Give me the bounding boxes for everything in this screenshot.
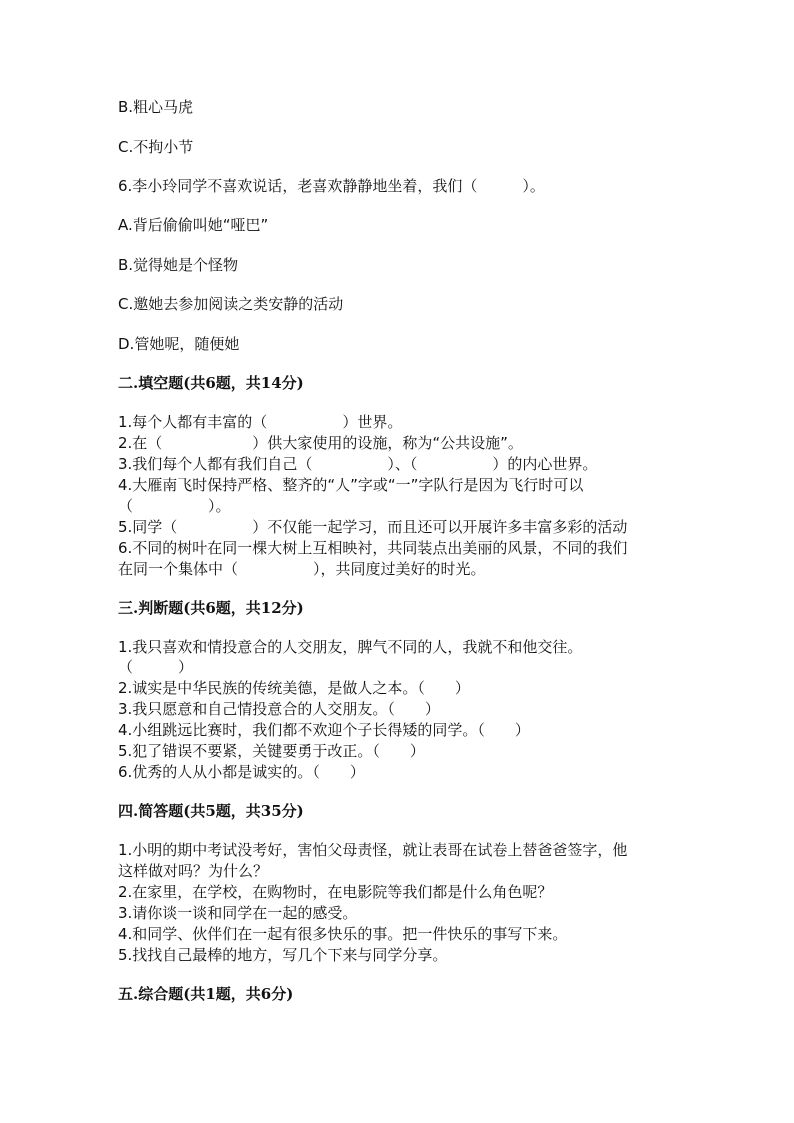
fill-blank-6-cont: 在同一个集体中（ ），共同度过美好的时光。 bbox=[118, 560, 486, 578]
short-answer-1: 1.小明的期中考试没考好，害怕父母责怪，就让表哥在试卷上替爸爸签字，他 bbox=[118, 841, 628, 859]
section-3-heading: 三.判断题(共6题，共12分) bbox=[118, 599, 304, 617]
question-6-option-a: A.背后偷偷叫她“哑巴” bbox=[118, 216, 269, 234]
question-6-option-b: B.觉得她是个怪物 bbox=[118, 256, 239, 274]
fill-blank-4: 4.大雁南飞时保持严格、整齐的“人”字或“一”字队行是因为飞行时可以 bbox=[118, 476, 584, 494]
question-6-stem: 6.李小玲同学不喜欢说话，老喜欢静静地坐着，我们（ ）。 bbox=[118, 177, 545, 195]
judge-1-cont: （ ） bbox=[118, 658, 194, 676]
short-answer-5: 5.找找自己最棒的地方，写几个下来与同学分享。 bbox=[118, 946, 448, 964]
option-b: B.粗心马虎 bbox=[118, 98, 194, 116]
short-answer-2: 2.在家里，在学校，在购物时，在电影院等我们都是什么角色呢？ bbox=[118, 883, 553, 901]
judge-4: 4.小组跳远比赛时，我们都不欢迎个子长得矮的同学。（ ） bbox=[118, 721, 530, 739]
fill-blank-4-cont: （ ）。 bbox=[118, 497, 231, 515]
section-2-heading: 二.填空题(共6题，共14分) bbox=[118, 374, 304, 392]
option-c: C.不拘小节 bbox=[118, 138, 194, 156]
section-5-heading: 五.综合题(共1题，共6分) bbox=[118, 985, 294, 1003]
fill-blank-5: 5.同学（ ）不仅能一起学习，而且还可以开展许多丰富多彩的活动 bbox=[118, 518, 628, 536]
fill-blank-1: 1.每个人都有丰富的（ ）世界。 bbox=[118, 413, 403, 431]
judge-5: 5.犯了错误不要紧，关键要勇于改正。（ ） bbox=[118, 742, 425, 760]
fill-blank-2: 2.在（ ）供大家使用的设施，称为“公共设施”。 bbox=[118, 434, 523, 452]
question-6-option-d: D.管她呢，随便她 bbox=[118, 335, 240, 353]
short-answer-4: 4.和同学、伙伴们在一起有很多快乐的事。把一件快乐的事写下来。 bbox=[118, 925, 568, 943]
judge-2: 2.诚实是中华民族的传统美德，是做人之本。（ ） bbox=[118, 679, 470, 697]
judge-3: 3.我只愿意和自己情投意合的人交朋友。（ ） bbox=[118, 700, 440, 718]
section-4-heading: 四.简答题(共5题，共35分) bbox=[118, 802, 304, 820]
fill-blank-3: 3.我们每个人都有我们自己（ ）、（ ）的内心世界。 bbox=[118, 455, 598, 473]
fill-blank-6: 6.不同的树叶在同一棵大树上互相映衬，共同装点出美丽的风景，不同的我们 bbox=[118, 539, 628, 557]
judge-1: 1.我只喜欢和情投意合的人交朋友，脾气不同的人，我就不和他交往。 bbox=[118, 638, 583, 656]
short-answer-3: 3.请你谈一谈和同学在一起的感受。 bbox=[118, 904, 358, 922]
judge-6: 6.优秀的人从小都是诚实的。（ ） bbox=[118, 763, 365, 781]
question-6-option-c: C.邀她去参加阅读之类安静的活动 bbox=[118, 295, 344, 313]
short-answer-1-cont: 这样做对吗？为什么？ bbox=[118, 862, 269, 880]
